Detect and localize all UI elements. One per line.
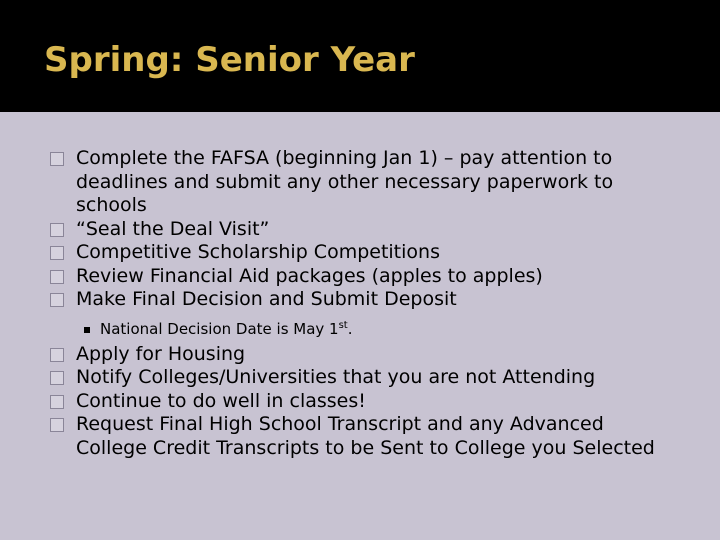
bullet-item: [50, 241, 670, 265]
bullet-text: Continue to do well in classes!: [76, 389, 366, 412]
bullet-text: Apply for Housing: [76, 342, 246, 365]
bullet-text: Competitive Scholarship Competitions: [76, 241, 440, 263]
checkbox-bullet-icon: [50, 246, 64, 260]
bullet-text: Notify Colleges/Universities that you are not Attending: [76, 366, 596, 388]
bullet-item: [50, 265, 670, 289]
bullet-text: “Seal the Deal Visit”: [76, 217, 270, 240]
bullet-item: [50, 218, 670, 242]
checkbox-bullet-icon: [50, 223, 64, 237]
sub-bullet-text: National Decision Date is May 1: [100, 319, 339, 338]
checkbox-bullet-icon: [50, 395, 64, 409]
bullet-text: Review Financial Aid packages (apples to apples): [76, 264, 543, 287]
bullet-list: [50, 147, 670, 460]
bullet-text: Complete the FAFSA (beginning Jan 1) – pay attention to deadlines and submit any other necessary paperwork to schools: [76, 147, 614, 216]
bullet-item: [50, 390, 670, 414]
bullet-text: Make Final Decision and Submit Deposit: [76, 288, 457, 310]
bullet-item: [50, 366, 670, 390]
sub-bullet-superscript: st: [338, 319, 348, 331]
bullet-item: [50, 288, 670, 312]
checkbox-bullet-icon: [50, 348, 64, 362]
checkbox-bullet-icon: [50, 418, 64, 432]
checkbox-bullet-icon: [50, 152, 64, 166]
checkbox-bullet-icon: [50, 293, 64, 307]
checkbox-bullet-icon: [50, 371, 64, 385]
sub-bullet-suffix: .: [347, 319, 353, 338]
checkbox-bullet-icon: [50, 270, 64, 284]
bullet-item: [50, 413, 670, 460]
bullet-item: [50, 147, 670, 218]
sub-bullet-item: [50, 317, 670, 341]
square-bullet-icon: [84, 327, 90, 333]
bullet-text: Request Final High School Transcript and any Advanced College Credit Transcripts to be Sent to College you Selected: [76, 413, 655, 459]
slide-title: Spring: Senior Year: [44, 40, 415, 80]
bullet-item: [50, 343, 670, 367]
